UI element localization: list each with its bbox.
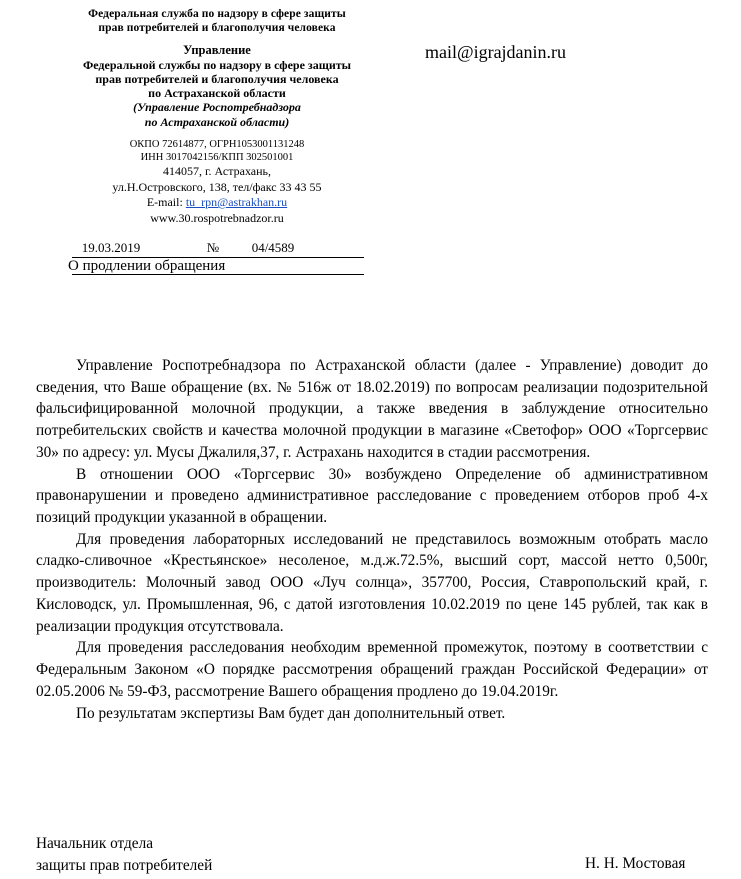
letterhead xyxy=(72,8,362,226)
registration-codes-line-2: ИНН 3017042156/КПП 302501001 xyxy=(140,151,294,163)
body-paragraph-4: Для проведения расследования необходим временной промежуток, поэтому в соответствии с Федеральным Законом «О порядке рассмотрения обращений граждан Российской Федерации» от 02.05.2006 № 59-ФЗ, рассмотрение Вашего обращения продлено до 19.04.2019г. xyxy=(36,639,708,700)
org-short-name-line-1: (Управление Роспотребнадзора xyxy=(133,100,301,115)
signature-title xyxy=(36,833,212,876)
body-paragraph-5: По результатам экспертизы Вам будет дан дополнительный ответ. xyxy=(76,704,506,722)
email-label: E-mail: xyxy=(146,195,183,210)
org-name-line-4: по Астраханской области xyxy=(148,86,286,101)
address-line-1: 414057, г. Астрахань, xyxy=(162,163,272,178)
letter-body xyxy=(36,355,708,724)
spacer xyxy=(72,35,362,43)
address-line-2: ул.Н.Островского, 138, тел/факс 33 43 55 xyxy=(112,179,322,194)
letter-subject: О продлении обращения xyxy=(68,258,226,274)
org-name-line-1: Управление xyxy=(183,43,251,58)
letter-number: 04/4589 xyxy=(251,240,295,255)
website-url: www.30.rospotrebnadzor.ru xyxy=(150,210,284,225)
registration-codes-line-1: ОКПО 72614877, ОГРН1053001131248 xyxy=(129,138,305,150)
recipient-email: mail@igrajdanin.ru xyxy=(425,42,567,62)
body-paragraph-2: В отношении ООО «Торгсервис 30» возбуждено Определение об административном правонарушении и проведено административное расследование с проведением отборов проб 4-х позиций продукции указанной в обращении. xyxy=(36,465,708,527)
org-short-name-line-2: по Астраханской области) xyxy=(144,114,290,129)
email-row xyxy=(72,195,362,211)
agency-name-line-2: прав потребителей и благополучия человека xyxy=(98,21,336,34)
org-name-line-3: прав потребителей и благополучия человека xyxy=(95,72,339,87)
email-link[interactable]: tu_rpn@astrakhan.ru xyxy=(185,195,288,210)
signature-name: Н. Н. Мостовая xyxy=(585,855,686,872)
agency-name-line-1: Федеральная служба по надзору в сфере защиты xyxy=(88,8,346,20)
number-label: № xyxy=(206,240,220,255)
body-paragraph-3: Для проведения лабораторных исследований не представилось возможным отобрать масло сладко-сливочное «Крестьянское» несоленое, м.д.ж.72.5%, высший сорт, массой нетто 0,500г, производитель: Молочный завод ООО «Луч солнца», 357700, Россия, Ставропольский край, г. Кисловодск, ул. Промышленная, 96, с датой изготовления 10.02.2019 по цене 145 рублей, так как в реализации продукция отсутствовала. xyxy=(36,530,708,635)
body-paragraph-1: Управление Роспотребнадзора по Астраханской области (далее - Управление) доводит до сведения, что Ваше обращение (вх. № 516ж от 18.02.2019) по вопросам реализации подозрительной фальсифицированной молочной продукции, а также введения в заблуждение относительно потребительских свойств и качества молочной продукции в магазине «Светофор» ООО «Торгсервис 30» по адресу: ул. Мусы Джалиля,37, г. Астрахань находится в стадии рассмотрения. xyxy=(36,357,708,461)
reference-rule-bottom xyxy=(72,274,364,275)
org-name-line-2: Федеральной службы по надзору в сфере защиты xyxy=(82,57,352,72)
reference-block xyxy=(72,240,372,256)
signature-title-line-2: защиты прав потребителей xyxy=(36,856,213,874)
signature-title-line-1: Начальник отдела xyxy=(36,835,154,852)
letter-date: 19.03.2019 xyxy=(81,240,141,255)
